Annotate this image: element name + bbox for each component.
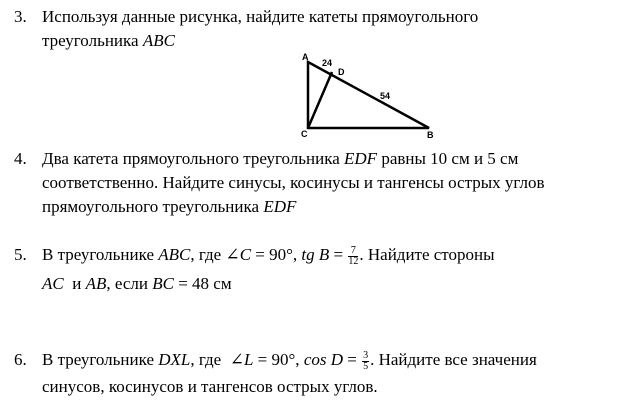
altitude-cd bbox=[308, 72, 332, 128]
fraction: $\frac{3}{5}$ bbox=[363, 349, 369, 372]
problem-3-line-1: Используя данные рисунка, найдите катеты прямоугольного bbox=[42, 7, 479, 26]
vertex-label-a: A bbox=[302, 52, 309, 62]
problem-number: 4. bbox=[14, 149, 27, 168]
triangle-figure bbox=[296, 52, 438, 138]
problem-6: 6. В треугольнике DXL, где ∠L = 90°, cos D = $\frac{3}{5}$ . Найдите все значения bbox=[14, 349, 537, 372]
vertex-label-d: D bbox=[338, 67, 345, 77]
fraction: $\frac{7}{12}$ bbox=[348, 244, 359, 267]
triangle-name: ABC bbox=[142, 31, 175, 50]
vertex-label-c: C bbox=[301, 129, 308, 138]
triangle-name: EDF bbox=[263, 197, 297, 216]
problem-6-line-2: синусов, косинусов и тангенсов острых углов. bbox=[42, 377, 378, 396]
segment-label-db: 54 bbox=[380, 91, 391, 101]
triangle-abc bbox=[308, 62, 429, 128]
problem-4-line-2: соответственно. Найдите синусы, косинусы и тангенсы острых углов bbox=[42, 173, 545, 192]
problem-5: 5. В треугольнике ABC, где ∠C = 90°, tg B = $\frac{7}{12}$ . Найдите стороны bbox=[14, 244, 495, 267]
problem-4-line-3: прямоугольного треугольника EDF bbox=[42, 197, 297, 216]
problem-4: 4. Два катета прямоугольного треугольника EDF равны 10 см и 5 см bbox=[14, 147, 518, 171]
problem-3-line-2: треугольника ABC bbox=[42, 31, 175, 50]
problem-number: 5. bbox=[14, 245, 27, 264]
segment-label-ad: 24 bbox=[322, 58, 333, 68]
problem-5-line-2: AC и AB, если BC = 48 см bbox=[42, 274, 232, 293]
vertex-label-b: B bbox=[427, 130, 434, 138]
triangle-name: EDF bbox=[344, 149, 378, 168]
problem-number: 3. bbox=[14, 7, 27, 26]
problem-3 bbox=[14, 5, 478, 29]
problem-number: 6. bbox=[14, 350, 27, 369]
